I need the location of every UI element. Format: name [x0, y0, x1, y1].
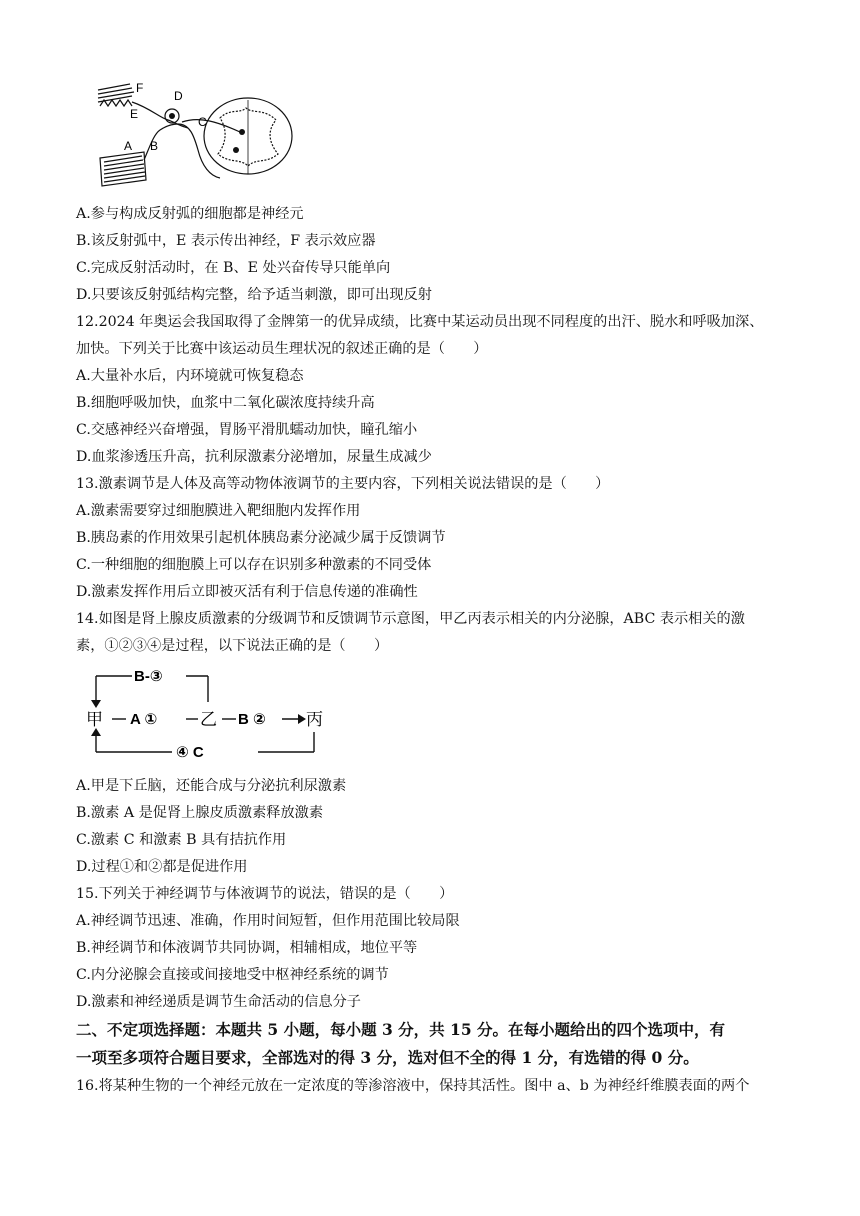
node-bing: 丙 — [306, 710, 323, 729]
q14-option-d: D.过程①和②都是促进作用 — [76, 859, 248, 875]
hormone-regulation-diagram — [86, 664, 336, 770]
q14-stem-line2: 素，①②③④是过程，以下说法正确的是（ ） — [76, 638, 389, 654]
q11-option-d: D.只要该反射弧结构完整，给予适当刺激，即可出现反射 — [76, 287, 432, 303]
section2-heading-line2: 一项至多项符合题目要求，全部选对的得 3 分，选对但不全的得 1 分，有选错的得 0 分。 — [76, 1048, 699, 1067]
q13-stem: 13.激素调节是人体及高等动物体液调节的主要内容，下列相关说法错误的是（ ） — [76, 476, 610, 492]
q14-option-b: B.激素 A 是促肾上腺皮质激素释放激素 — [76, 805, 324, 821]
section2-heading-line1: 二、不定项选择题：本题共 5 小题，每小题 3 分，共 15 分。在每小题给出的四个选项中，有 — [76, 1020, 726, 1039]
label-F: F — [136, 81, 144, 95]
q14-option-c: C.激素 C 和激素 B 具有拮抗作用 — [76, 832, 287, 848]
q15-stem: 15.下列关于神经调节与体液调节的说法，错误的是（ ） — [76, 886, 454, 902]
q12-stem-line2: 加快。下列关于比赛中该运动员生理状况的叙述正确的是（ ） — [76, 341, 488, 357]
label-A: A — [124, 139, 133, 153]
q14-option-a: A.甲是下丘脑，还能合成与分泌抗利尿激素 — [76, 778, 347, 794]
label-top-feedback: B-③ — [134, 668, 163, 685]
node-yi: 乙 — [200, 710, 217, 729]
q13-option-c: C.一种细胞的细胞膜上可以存在识别多种激素的不同受体 — [76, 557, 432, 573]
label-C: C — [198, 115, 207, 129]
q14-stem-line1: 14.如图是肾上腺皮质激素的分级调节和反馈调节示意图，甲乙丙表示相关的内分泌腺，ABC 表示相关的激 — [76, 611, 745, 627]
q12-option-a: A.大量补水后，内环境就可恢复稳态 — [76, 368, 304, 384]
q12-option-d: D.血浆渗透压升高，抗利尿激素分泌增加，尿量生成减少 — [76, 449, 432, 465]
q13-option-a: A.激素需要穿过细胞膜进入靶细胞内发挥作用 — [76, 503, 361, 519]
q11-option-a: A.参与构成反射弧的细胞都是神经元 — [76, 206, 304, 222]
node-jia: 甲 — [86, 710, 103, 729]
q11-option-b: B.该反射弧中，E 表示传出神经，F 表示效应器 — [76, 233, 376, 249]
q12-option-b: B.细胞呼吸加快，血浆中二氧化碳浓度持续升高 — [76, 395, 375, 411]
label-B: B — [150, 139, 159, 153]
q15-option-d: D.激素和神经递质是调节生命活动的信息分子 — [76, 994, 361, 1010]
q11-option-c: C.完成反射活动时，在 B、E 处兴奋传导只能单向 — [76, 260, 391, 276]
q15-option-c: C.内分泌腺会直接或间接地受中枢神经系统的调节 — [76, 967, 389, 983]
label-hormone-a-step1: A ① — [130, 711, 158, 728]
label-hormone-b-step2: B ② — [238, 711, 266, 728]
label-step4-hormone-c: ④ C — [176, 744, 204, 761]
q12-stem-line1: 12.2024 年奥运会我国取得了金牌第一的优异成绩，比赛中某运动员出现不同程度的出汗、脱水和呼吸加深、 — [76, 314, 764, 330]
reflex-arc-figure — [90, 78, 300, 190]
q12-option-c: C.交感神经兴奋增强，胃肠平滑肌蠕动加快，瞳孔缩小 — [76, 422, 418, 438]
q15-option-a: A.神经调节迅速、准确，作用时间短暂，但作用范围比较局限 — [76, 913, 460, 929]
label-E: E — [130, 107, 139, 121]
q13-option-d: D.激素发挥作用后立即被灭活有利于信息传递的准确性 — [76, 584, 418, 600]
q16-stem-line1: 16.将某种生物的一个神经元放在一定浓度的等渗溶液中，保持其活性。图中 a、b 为神经纤维膜表面的两个 — [76, 1078, 750, 1094]
q15-option-b: B.神经调节和体液调节共同协调，相辅相成，地位平等 — [76, 940, 418, 956]
q13-option-b: B.胰岛素的作用效果引起机体胰岛素分泌减少属于反馈调节 — [76, 530, 446, 546]
label-D: D — [174, 89, 183, 103]
